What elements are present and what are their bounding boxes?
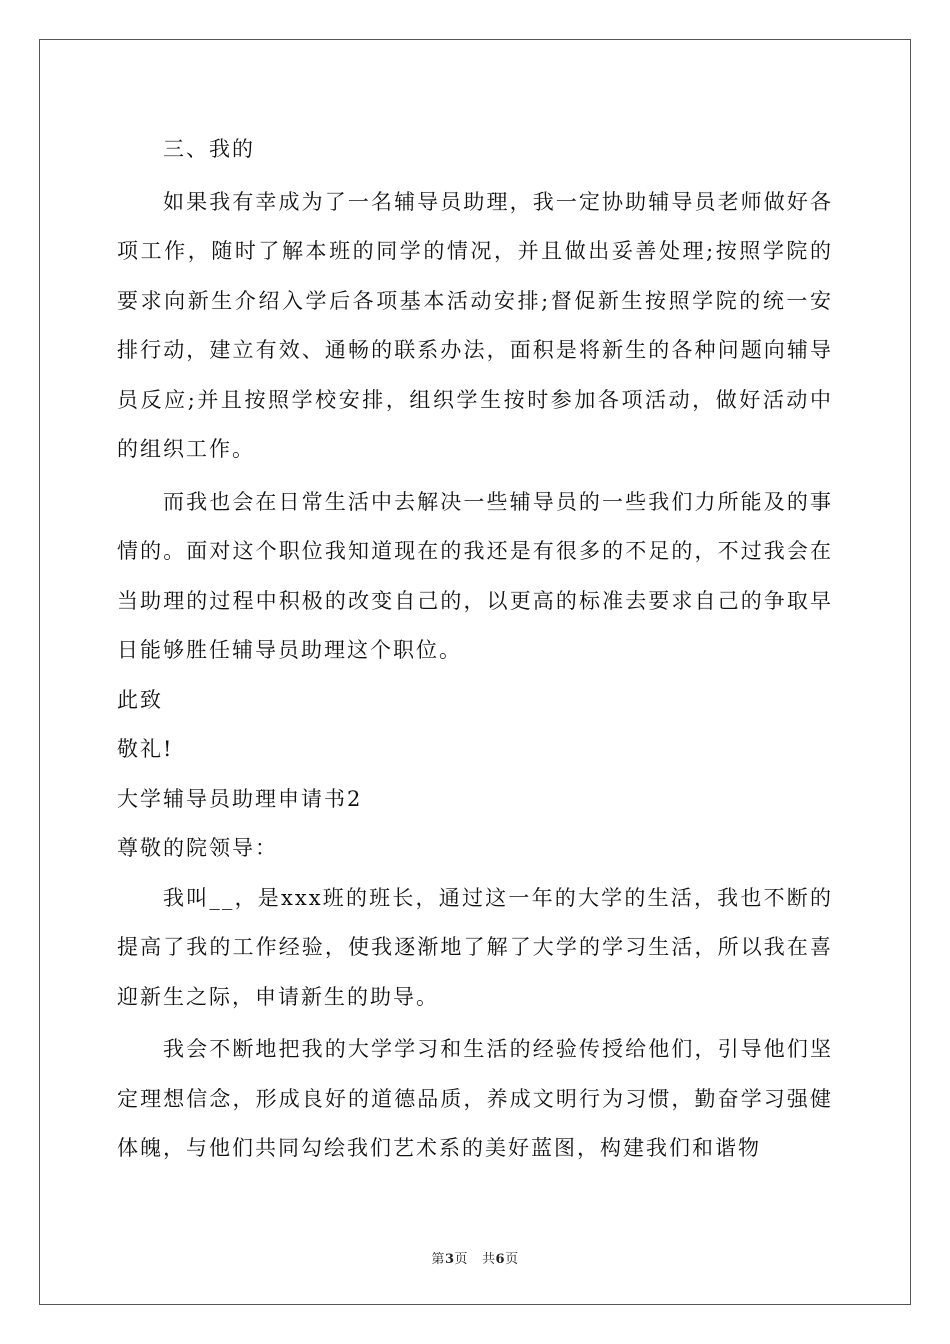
- closing-salute: 敬礼!: [117, 737, 174, 761]
- page-footer: [0, 1248, 950, 1267]
- salutation: 尊敬的院领导：: [117, 836, 278, 860]
- paragraph-self-improvement: 而我也会在日常生活中去解决一些辅导员的一些我们力所能及的事情的。面对这个职位我知道现在的我还是有很多的不足的，不过我会在当助理的过程中积极的改变自己的，以更高的标准去要求自己的争取早日能够胜任辅导员助理这个职位。: [117, 489, 833, 662]
- section-heading: 三、我的: [163, 137, 255, 161]
- closing-regards: 此致: [117, 687, 163, 712]
- letter-title-2: 大学辅导员助理申请书2: [117, 786, 363, 811]
- page-current-number: 3: [444, 1252, 455, 1267]
- page-prefix: 第: [431, 1252, 445, 1267]
- paragraph-introduction: 我叫__，是xxx班的班长，通过这一年的大学的生活，我也不断的提高了我的工作经验，使我逐渐地了解了大学的学习生活，所以我在喜迎新生之际，申请新生的助导。: [117, 885, 833, 1009]
- total-prefix: 共: [482, 1252, 496, 1267]
- document-body: [117, 125, 833, 1174]
- page-unit: 页: [454, 1252, 468, 1267]
- paragraph-assistant-duties: 如果我有幸成为了一名辅导员助理，我一定协助辅导员老师做好各项工作，随时了解本班的同学的情况，并且做出妥善处理;按照学院的要求向新生介绍入学后各项基本活动安排;督促新生按照学院的统一安排行动，建立有效、通畅的联系办法，面积是将新生的各种问题向辅导员反应;并且按照学校安排，组织学生按时参加各项活动，做好活动中的组织工作。: [117, 189, 833, 461]
- total-unit: 页: [505, 1252, 519, 1267]
- paragraph-mentoring: 我会不断地把我的大学学习和生活的经验传授给他们，引导他们坚定理想信念，形成良好的道德品质，养成文明行为习惯，勤奋学习强健体魄，与他们共同勾绘我们艺术系的美好蓝图，构建我们和谐物: [117, 1037, 833, 1160]
- page-total-number: 6: [495, 1252, 506, 1267]
